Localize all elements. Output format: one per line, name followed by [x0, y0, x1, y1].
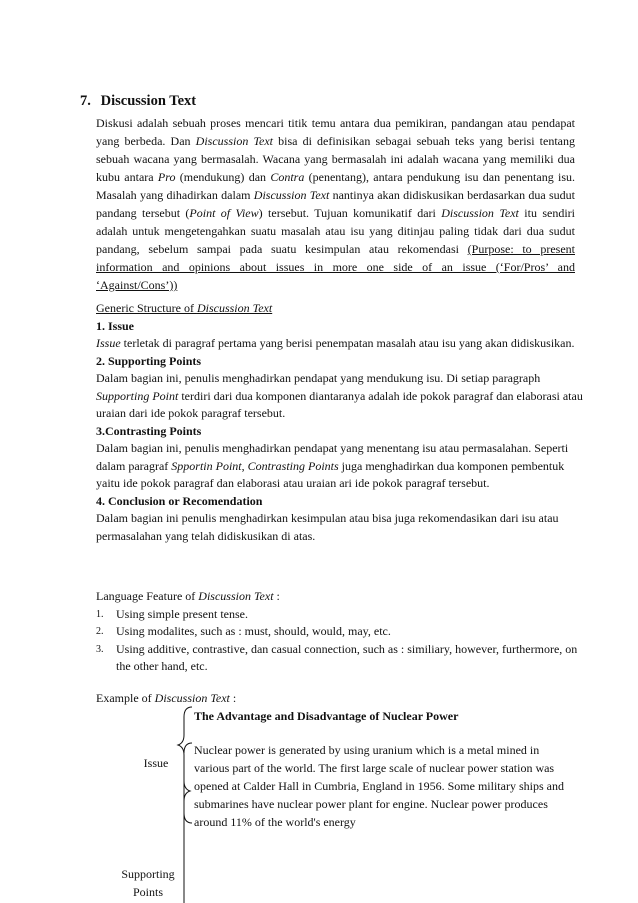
conclusion-text: Dalam bagian ini penulis menghadirkan kesimpulan atau bisa juga rekomendasikan dari isu atau permasalahan yang telah didiskusikan di atas.: [96, 511, 559, 543]
title-text: :: [273, 589, 280, 603]
intro-text: Diskusi adalah sebuah proses mencari titik temu antara dua pemikiran, pandangan atau pendapat yang berbeda. Dan: [96, 116, 575, 148]
label-italic: Discussion Text: [154, 691, 230, 705]
generic-structure: [96, 300, 586, 545]
intro-text: nantinya akan didiskusikan berdasarkan dua sudut pandang tersebut (: [96, 188, 575, 220]
contrasting-text: [96, 440, 586, 493]
issue-heading: 1. Issue: [96, 318, 135, 333]
contrasting-desc: juga menghadirkan dua komponen pembentuk yaitu ide pokok paragraf dan elaborasi atau uraian ari ide pokok paragraf tersebut.: [96, 458, 565, 490]
issue-text: [96, 335, 586, 353]
generic-structure-title: [96, 300, 586, 318]
list-number: 1.: [96, 608, 104, 620]
issue-side-label: Issue: [143, 756, 169, 770]
section-number: 7.: [80, 93, 91, 109]
title-italic: Discussion Text: [196, 301, 273, 315]
label-text: Example of: [96, 691, 155, 705]
contrasting-heading: 3.Contrasting Points: [96, 423, 202, 438]
purpose-text: (Purpose: to present information and opinions about issues in more one side of an issue (‘For/Pros’ and ‘Against/Cons’)): [96, 242, 575, 292]
issue-desc: terletak di paragraf pertama yang berisi penempatan masalah atau isu yang akan didiskusikan.: [120, 336, 575, 350]
supporting-text: [96, 370, 586, 423]
term-discussion-text: Discussion Text: [441, 206, 519, 220]
language-feature-title: [96, 588, 586, 606]
list-number: 3.: [96, 643, 104, 655]
language-feature-list: [96, 606, 586, 676]
example-body: Nuclear power is generated by using uranium which is a metal mined in various part of the world. The first large scale of nuclear power station was opened at Calder Hall in Cumbria, England in 1956. Some military ships and submarines have nuclear power plant for engine. Nuclear power produces around 11% of the world's energy: [194, 743, 564, 829]
list-text: Using additive, contrastive, dan casual connection, such as : similiary, however, furthermore, on the other hand, etc.: [116, 641, 578, 673]
supporting-term: Supporting Point: [96, 388, 179, 403]
section-title: Discussion Text: [100, 93, 197, 109]
term-discussion-text: Discussion Text: [253, 188, 330, 202]
term-pro: Pro: [157, 170, 176, 184]
list-item: [96, 641, 586, 676]
term-contra: Contra: [270, 170, 305, 184]
contrasting-term: Contrasting Points: [247, 458, 339, 473]
section-heading: [80, 93, 196, 110]
list-text: Using modalites, such as : must, should, would, may, etc.: [116, 624, 391, 638]
list-item: [96, 623, 586, 641]
title-italic: Discussion Text: [198, 589, 274, 603]
supporting-heading: 2. Supporting Points: [96, 353, 202, 368]
intro-text: (penentang), antara pendukung isu dan penentang isu. Masalah yang dihadirkan dalam: [96, 170, 576, 202]
term-point-of-view: Point of View: [189, 206, 259, 220]
contrasting-desc: Dalam bagian ini, penulis menghadirkan pendapat yang menentang isu atau permasalahan. Seperti dalam paragraf: [96, 441, 569, 473]
title-text: Language Feature of: [96, 589, 199, 603]
intro-text: (mendukung) dan: [175, 170, 271, 184]
label-text: :: [229, 691, 237, 705]
list-text: Using simple present tense.: [116, 606, 248, 621]
supporting-side-label: Supporting Points: [121, 867, 175, 899]
intro-text: ) tersebut. Tujuan komunikatif dari: [258, 206, 442, 220]
language-feature: [96, 588, 586, 676]
supporting-desc: terdiri dari dua komponen diantaranya adalah ide pokok paragraf dan elaborasi atau uraian dari ide pokok paragraf tersebut.: [96, 388, 583, 420]
supporting-desc: Dalam bagian ini, penulis menghadirkan pendapat yang mendukung isu. Di setiap paragraph: [96, 371, 541, 385]
intro-paragraph: [96, 114, 575, 294]
list-number: 2.: [96, 626, 104, 637]
conclusion-heading: 4. Conclusion or Recomendation: [96, 493, 263, 508]
contrasting-desc: ,: [241, 458, 248, 473]
title-text: Generic Structure of: [96, 301, 197, 315]
list-item: [96, 606, 586, 624]
example-title: The Advantage and Disadvantage of Nuclear Power: [194, 709, 459, 723]
intro-text: bisa di definisikan sebagai sebuah teks yang berisi tentang sebuah wacana yang bermasalah. Wacana yang bermasalah ini adalah wacana yang memiliki dua kubu antara: [96, 134, 576, 184]
issue-term: Issue: [96, 336, 121, 350]
term-discussion-text: Discussion Text: [195, 134, 274, 148]
contrasting-term: Spportin Point: [171, 458, 242, 473]
intro-text: itu sendiri adalah untuk mengetengahkan suatu masalah atau isu yang ditinjau paling tidak dari dua sudut pandang, sebelum sampai pada suatu kesimpulan atau rekomendasi: [96, 206, 576, 256]
